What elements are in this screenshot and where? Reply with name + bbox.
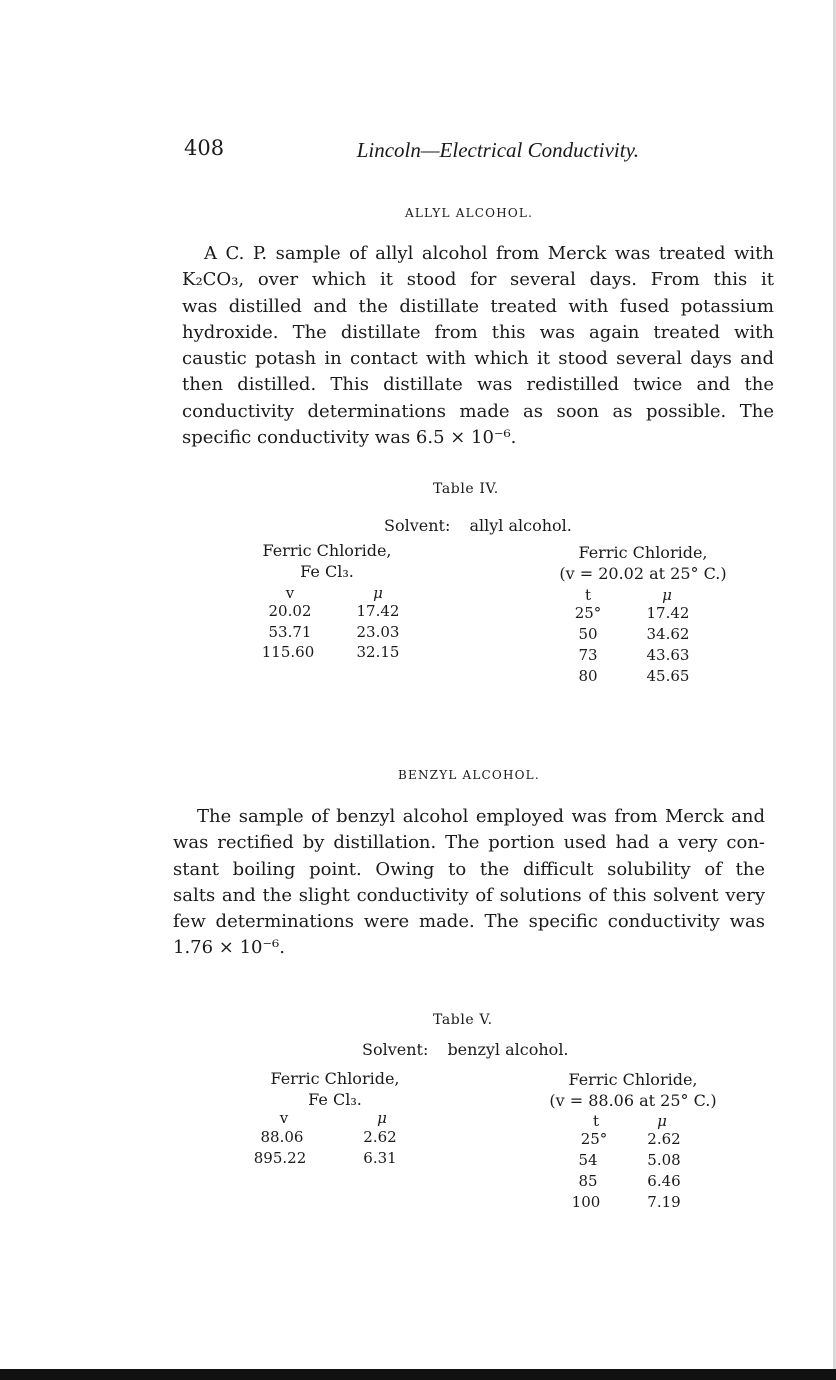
- table-cell: 17.42: [646, 604, 690, 622]
- heading-line: Ferric Chloride,: [568, 1070, 698, 1089]
- paragraph-line: 1.76 × 10⁻⁶.: [173, 937, 285, 959]
- table-cell: 73: [578, 646, 598, 664]
- paragraph-line: The sample of benzyl alcohol employed was from Merck and: [197, 806, 765, 827]
- table-cell: 20.02: [268, 602, 312, 620]
- solvent-value: allyl alcohol.: [469, 516, 572, 535]
- right-column-heading: [548, 542, 738, 584]
- left-column-heading: [260, 1068, 410, 1110]
- heading-line: Ferric Chloride,: [262, 541, 392, 560]
- paragraph-allyl: [182, 241, 774, 451]
- table-cell: 50: [578, 625, 598, 643]
- column-label-mu: μ: [377, 1109, 387, 1127]
- table-cell: 54: [578, 1151, 598, 1169]
- table-cell: 34.62: [646, 625, 690, 643]
- table-cell: 5.08: [647, 1151, 681, 1169]
- table-title: Table V.: [433, 1012, 493, 1028]
- column-label-mu: μ: [662, 586, 672, 604]
- paragraph-line: was rectified by distillation. The portion used had a very con-: [173, 832, 765, 854]
- paragraph-line: conductivity determinations made as soon as possible. The: [182, 400, 774, 422]
- table-cell: 53.71: [268, 623, 312, 641]
- right-column-heading: [538, 1069, 728, 1111]
- table-cell: 2.62: [647, 1130, 681, 1148]
- table-cell: 25°: [574, 604, 602, 622]
- page-header: [184, 136, 639, 170]
- solvent-label: Solvent:: [362, 1040, 429, 1059]
- paragraph-line: salts and the slight conductivity of solutions of this solvent very: [173, 884, 765, 906]
- solvent-line: [362, 1040, 569, 1059]
- table-cell: 23.03: [356, 623, 400, 641]
- table-cell: 6.46: [647, 1172, 681, 1190]
- table-cell: 45.65: [646, 667, 690, 685]
- paragraph-line: A C. P. sample of allyl alcohol from Merck was treated with: [204, 243, 774, 264]
- paragraph-line: K₂CO₃, over which it stood for several days. From this it: [182, 269, 774, 291]
- table-cell: 80: [578, 667, 598, 685]
- left-column-heading: [252, 540, 402, 582]
- table-title: Table IV.: [433, 481, 499, 497]
- table-cell: 43.63: [646, 646, 690, 664]
- table-cell: 115.60: [261, 643, 315, 661]
- paragraph-line: caustic potash in contact with which it stood several days and: [182, 348, 774, 370]
- heading-line: Ferric Chloride,: [270, 1069, 400, 1088]
- column-label-v: v: [285, 584, 295, 602]
- section-heading-allyl: ALLYL ALCOHOL.: [405, 206, 534, 220]
- section-heading-benzyl: BENZYL ALCOHOL.: [398, 768, 540, 782]
- paragraph-line: few determinations were made. The specific conductivity was: [173, 911, 765, 933]
- table-cell: 6.31: [363, 1149, 397, 1167]
- table-cell: 2.62: [363, 1128, 397, 1146]
- column-label-t: t: [584, 586, 592, 604]
- paragraph-line: hydroxide. The distillate from this was again treated with: [182, 321, 774, 343]
- paragraph-line: specific conductivity was 6.5 × 10⁻⁶.: [182, 427, 517, 449]
- table-cell: 88.06: [260, 1128, 304, 1146]
- column-label-t: t: [592, 1112, 600, 1130]
- column-label-v: v: [279, 1109, 289, 1127]
- paragraph-line: then distilled. This distillate was redistilled twice and the: [182, 374, 774, 396]
- heading-line: (v = 20.02 at 25° C.): [559, 564, 727, 583]
- table-cell: 7.19: [647, 1193, 681, 1211]
- paragraph-line: stant boiling point. Owing to the difficult solubility of the: [173, 858, 765, 880]
- paragraph-line: was distilled and the distillate treated with fused potassium: [182, 295, 774, 317]
- column-label-mu: μ: [657, 1112, 667, 1130]
- heading-line: Ferric Chloride,: [578, 543, 708, 562]
- table-cell: 100: [571, 1193, 601, 1211]
- table-cell: 85: [578, 1172, 598, 1190]
- table-cell: 25°: [580, 1130, 608, 1148]
- page-number: 408: [184, 136, 225, 160]
- table-cell: 17.42: [356, 602, 400, 620]
- table-cell: 32.15: [356, 643, 400, 661]
- heading-line: Fe Cl₃.: [308, 1090, 362, 1109]
- table-cell: 895.22: [253, 1149, 307, 1167]
- heading-line: (v = 88.06 at 25° C.): [549, 1091, 717, 1110]
- page-edge-bottom: [0, 1369, 836, 1380]
- paragraph-benzyl: [173, 804, 765, 962]
- solvent-line: [384, 516, 572, 535]
- heading-line: Fe Cl₃.: [300, 562, 354, 581]
- solvent-value: benzyl alcohol.: [447, 1040, 569, 1059]
- running-title: Lincoln—Electrical Conductivity.: [356, 138, 639, 162]
- column-label-mu: μ: [373, 584, 383, 602]
- solvent-label: Solvent:: [384, 516, 451, 535]
